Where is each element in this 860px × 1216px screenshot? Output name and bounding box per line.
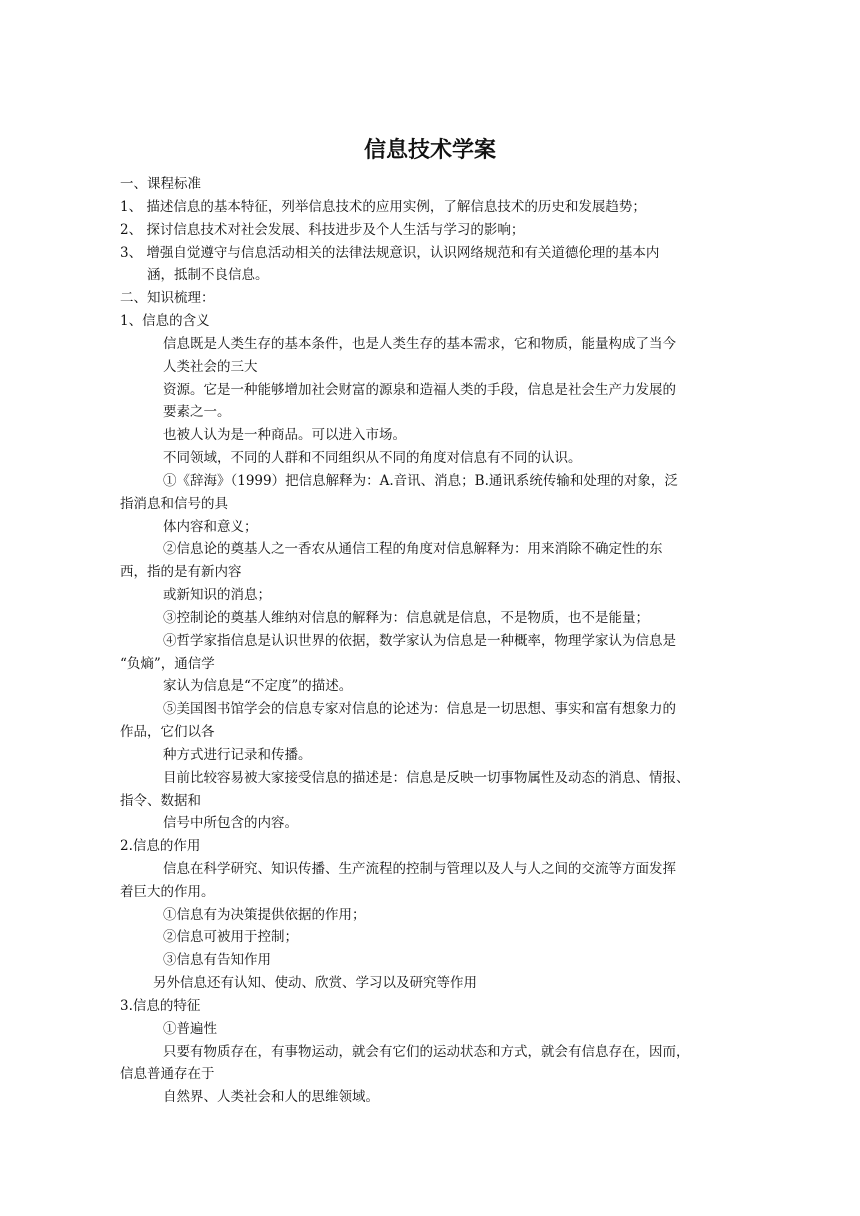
- paragraph-line: ①普遍性: [163, 1021, 217, 1037]
- subsection-heading: 3.信息的特征: [120, 998, 201, 1014]
- paragraph-line: 指消息和信号的具: [120, 496, 228, 512]
- section-heading: 一、课程标准: [120, 176, 201, 192]
- paragraph-line: 信息既是人类生存的基本条件，也是人类生存的基本需求，它和物质，能量构成了当今: [163, 336, 676, 352]
- paragraph-line: 只要有物质存在，有事物运动，就会有它们的运动状态和方式，就会有信息存在，因而，: [163, 1044, 690, 1060]
- paragraph-line: ④哲学家指信息是认识世界的依据，数学家认为信息是一种概率，物理学家认为信息是: [163, 633, 676, 649]
- paragraph-line: ①信息有为决策提供依据的作用；: [163, 907, 366, 923]
- paragraph-line: 信息普通存在于: [120, 1066, 215, 1082]
- paragraph-line: ②信息可被用于控制；: [163, 929, 298, 945]
- paragraph-line: 资源。它是一种能够增加社会财富的源泉和造福人类的手段，信息是社会生产力发展的: [163, 382, 676, 398]
- paragraph-line: ⑤美国图书馆学会的信息专家对信息的论述为：信息是一切思想、事实和富有想象力的: [163, 701, 676, 717]
- paragraph-line: ③控制论的奠基人维纳对信息的解释为：信息就是信息，不是物质，也不是能量；: [163, 610, 649, 626]
- paragraph-line: 信号中所包含的内容。: [163, 815, 298, 831]
- paragraph-line: 另外信息还有认知、使动、欣赏、学习以及研究等作用: [153, 975, 477, 991]
- standard-item-3-cont: 涵，抵制不良信息。: [147, 267, 269, 283]
- paragraph-line: 家认为信息是“不定度”的描述。: [163, 678, 353, 694]
- paragraph-line: “负熵”，通信学: [120, 656, 215, 672]
- standard-item-2: 2、 探讨信息技术对社会发展、科技进步及个人生活与学习的影响；: [120, 222, 525, 238]
- paragraph-line: 信息在科学研究、知识传播、生产流程的控制与管理以及人与人之间的交流等方面发挥: [163, 861, 676, 877]
- paragraph-line: 体内容和意义；: [163, 519, 258, 535]
- paragraph-line: ③信息有告知作用: [163, 952, 271, 968]
- section-heading: 二、知识梳理：: [120, 290, 215, 306]
- paragraph-line: 着巨大的作用。: [120, 884, 215, 900]
- paragraph-line: 或新知识的消息；: [163, 587, 271, 603]
- paragraph-line: ①《辞海》（1999）把信息解释为：A.音讯、消息；B.通讯系统传输和处理的对象，泛: [163, 473, 678, 489]
- paragraph-line: 也被人认为是一种商品。可以进入市场。: [163, 427, 406, 443]
- paragraph-line: 人类社会的三大: [163, 359, 258, 375]
- paragraph-line: ②信息论的奠基人之一香农从通信工程的角度对信息解释为：用来消除不确定性的东: [163, 541, 663, 557]
- subsection-heading: 2.信息的作用: [120, 838, 201, 854]
- paragraph-line: 不同领域，不同的人群和不同组织从不同的角度对信息有不同的认识。: [163, 450, 582, 466]
- document-title: 信息技术学案: [363, 138, 496, 163]
- paragraph-line: 作品，它们以各: [120, 724, 215, 740]
- paragraph-line: 西，指的是有新内容: [120, 564, 242, 580]
- paragraph-line: 种方式进行记录和传播。: [163, 747, 312, 763]
- paragraph-line: 指令、数据和: [120, 793, 201, 809]
- subsection-heading: 1、信息的含义: [120, 313, 210, 329]
- paragraph-line: 自然界、人类社会和人的思维领域。: [163, 1089, 379, 1105]
- standard-item-1: 1、 描述信息的基本特征，列举信息技术的应用实例，了解信息技术的历史和发展趋势；: [120, 199, 646, 215]
- standard-item-3: 3、 增强自觉遵守与信息活动相关的法律法规意识，认识网络规范和有关道德伦理的基本内: [120, 245, 660, 261]
- paragraph-line: 要素之一。: [163, 404, 231, 420]
- paragraph-line: 目前比较容易被大家接受信息的描述是：信息是反映一切事物属性及动态的消息、情报、: [163, 770, 690, 786]
